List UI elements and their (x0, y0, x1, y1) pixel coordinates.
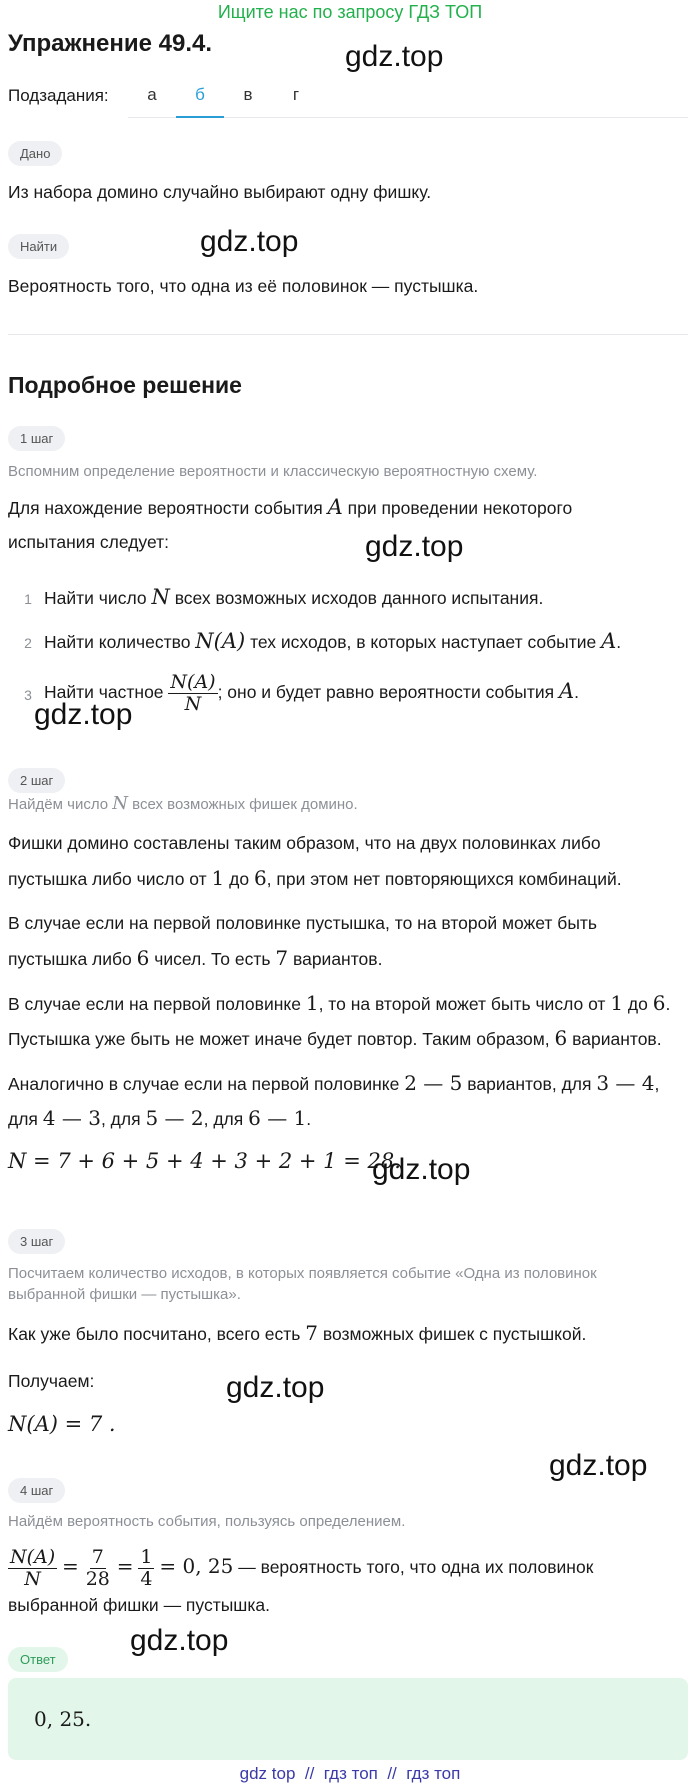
step3-hint-line2: выбранной фишки — пустышка». (8, 1286, 241, 1303)
step2-para3-line2: Пустышка уже быть не может иначе будет повтор. Таким образом, 6 вариантов. (8, 1026, 662, 1050)
tab-v[interactable]: в (243, 85, 253, 104)
watermark: gdz.top (365, 530, 464, 563)
step3-line: Как уже было посчитано, всего есть 7 возможных фишек с пустышкой. (8, 1321, 587, 1345)
fraction: $\frac{N(A)}{N}$ (10, 1545, 56, 1590)
list-item: Найти количество N(A) тех исходов, в которых наступает событие A. (44, 629, 622, 653)
step1-line2: испытания следует: (8, 532, 170, 552)
step2-hint: Найдём число N всех возможных фишек домино. (8, 793, 358, 814)
given-text: Из набора домино случайно выбирают одну фишку. (8, 182, 432, 202)
answer-value: 0, 25. (34, 1707, 92, 1731)
step2-para4-line1: Аналогично в случае если на первой половинке 2 — 5 вариантов, для 3 — 4, (8, 1071, 660, 1095)
subtasks-tabs (128, 80, 688, 118)
given-pill: Дано (8, 141, 62, 166)
fraction: $\frac{7}{28}$ (85, 1545, 110, 1590)
divider (8, 334, 688, 335)
find-text: Вероятность того, что одна из её половинок — пустышка. (8, 276, 479, 296)
step2-para4-line2: для 4 — 3, для 5 — 2, для 6 — 1. (8, 1106, 312, 1130)
step1-hint: Вспомним определение вероятности и классическую вероятностную схему. (8, 463, 538, 480)
step4-line1: $\frac{N(A)}{N}$ = $\frac{7}{28}$ = $\frac{1}{4}$ = 0, 25 — вероятность того, что одна их половинок (10, 1545, 594, 1590)
step2-para1-line2: пустышка либо число от 1 до 6, при этом нет повторяющихся комбинаций. (8, 866, 622, 890)
watermark: gdz.top (549, 1449, 648, 1482)
list-number: 1 (24, 591, 32, 607)
watermark: gdz.top (200, 225, 299, 258)
step4-pill: 4 шаг (8, 1478, 65, 1503)
promo-banner[interactable]: Ищите нас по запросу ГДЗ ТОП (217, 2, 483, 22)
list-item: Найти число N всех возможных исходов данного испытания. (44, 585, 544, 609)
step2-pill: 2 шаг (8, 768, 65, 793)
watermark: gdz.top (226, 1371, 325, 1404)
list-number: 3 (24, 687, 32, 703)
step2-para2-line1: В случае если на первой половинке пустышка, то на второй может быть (8, 913, 598, 933)
fraction: $\frac{N(A)}{N}$ (170, 670, 216, 715)
step3-formula: N(A) = 7 . (8, 1412, 116, 1436)
step2-formula: N = 7 + 6 + 5 + 4 + 3 + 2 + 1 = 28. (8, 1149, 401, 1173)
step1-line1: Для нахождение вероятности события A при проведении некоторого (8, 495, 573, 519)
step2-para3-line1: В случае если на первой половинке 1, то на второй может быть число от 1 до 6. (8, 991, 671, 1015)
answer-pill: Ответ (8, 1647, 68, 1672)
step1-pill: 1 шаг (8, 426, 65, 451)
list-number: 2 (24, 635, 32, 651)
tab-g[interactable]: г (292, 85, 300, 104)
watermark: gdz.top (34, 698, 133, 731)
step4-line2: выбранной фишки — пустышка. (8, 1595, 270, 1615)
step3-pill: 3 шаг (8, 1229, 65, 1254)
watermark: gdz.top (345, 40, 444, 73)
list-item: Найти частное $\frac{N(A)}{N}$ ; оно и будет равно вероятности события A. (44, 670, 580, 715)
watermark: gdz.top (130, 1624, 229, 1657)
tab-b[interactable]: б (176, 80, 224, 117)
step3-hint-line1: Посчитаем количество исходов, в которых появляется событие «Одна из половинок (8, 1265, 597, 1282)
find-pill: Найти (8, 234, 69, 259)
step4-hint: Найдём вероятность события, пользуясь определением. (8, 1513, 406, 1530)
tab-a[interactable]: а (147, 85, 157, 104)
fraction: $\frac{1}{4}$ (140, 1545, 153, 1590)
step2-para2-line2: пустышка либо 6 чисел. То есть 7 вариантов. (8, 946, 383, 970)
watermark: gdz.top (372, 1153, 471, 1186)
footer-links[interactable]: gdz top // гдз топ // гдз топ (239, 1764, 461, 1783)
step3-get: Получаем: (8, 1371, 95, 1391)
step2-para1-line1: Фишки домино составлены таким образом, что на двух половинках либо (8, 833, 601, 853)
page-title: Упражнение 49.4. (8, 30, 213, 57)
answer-box (8, 1678, 688, 1760)
solution-title: Подробное решение (8, 372, 242, 398)
subtasks-label: Подзадания: (8, 86, 109, 105)
